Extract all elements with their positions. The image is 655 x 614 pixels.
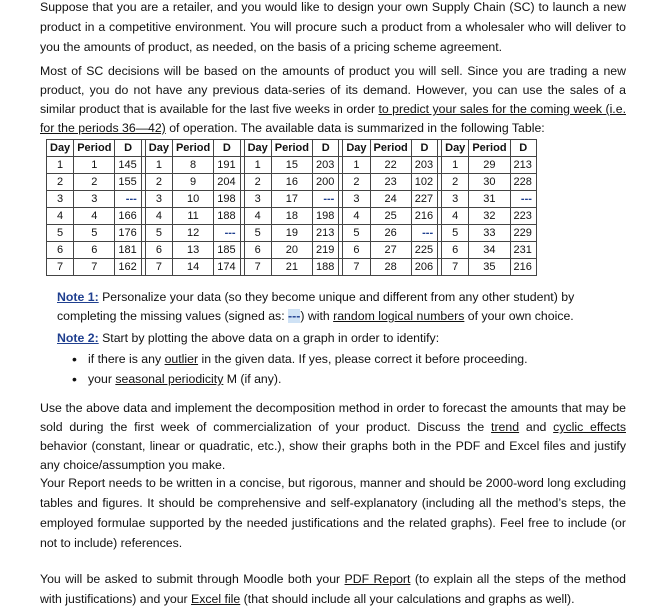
note-2-label: Note 2: [57,331,99,345]
cell-period: 7 [74,259,115,276]
cell-period: 22 [370,157,411,174]
cell-demand: 228 [510,174,536,191]
p5-text-a: You will be asked to submit through Moodle both your [40,572,345,586]
p5-text-c: (that should include all your calculations and graphs as well). [240,592,575,606]
intro-paragraph-2 [40,62,626,138]
cell-demand: --- [214,225,240,242]
note-1-label: Note 1: [57,290,99,304]
cell-day: 2 [244,174,271,191]
cell-day: 1 [47,157,74,174]
cell-period: 1 [74,157,115,174]
cell-demand: 155 [115,174,141,191]
cell-period: 33 [469,225,510,242]
cell-demand: 162 [115,259,141,276]
bullet-2-text-b: M (if any). [223,372,282,386]
prediction-period-link: to predict your sales for the coming week (i.e. for the periods 36—42) [40,102,626,135]
cell-day: 7 [442,259,469,276]
header-demand: D [214,140,240,157]
cell-day: 2 [442,174,469,191]
cell-day: 4 [145,208,172,225]
cell-demand: --- [411,225,437,242]
cell-demand: 216 [510,259,536,276]
cell-demand: 229 [510,225,536,242]
cell-day: 6 [244,242,271,259]
cell-day: 6 [47,242,74,259]
table-header-row [47,140,537,157]
cell-day: 7 [145,259,172,276]
p3-text-c: behavior (constant, linear or quadratic, etc.), show their graphs both in the PDF and Excel files and justify any choice/assumption you make. [40,439,626,472]
cell-period: 13 [172,242,213,259]
table-row [47,174,537,191]
cell-day: 2 [343,174,370,191]
cell-period: 9 [172,174,213,191]
cell-demand: --- [115,191,141,208]
note-2 [57,329,629,348]
cell-period: 21 [271,259,312,276]
header-day: Day [244,140,271,157]
table-row [47,208,537,225]
cell-demand: 145 [115,157,141,174]
cell-demand: 216 [411,208,437,225]
cell-demand: 191 [214,157,240,174]
header-day: Day [47,140,74,157]
cell-demand: 176 [115,225,141,242]
cell-demand: 213 [312,225,338,242]
outlier-link: outlier [164,352,199,366]
cell-day: 6 [442,242,469,259]
cell-period: 24 [370,191,411,208]
intro-text-2b: of operation. The available data is summarized in the following Table: [165,121,545,135]
cell-period: 26 [370,225,411,242]
cell-period: 31 [469,191,510,208]
cell-period: 27 [370,242,411,259]
excel-file-link: Excel file [191,592,241,606]
cell-period: 14 [172,259,213,276]
cell-period: 32 [469,208,510,225]
bullet-1-text-b: in the given data. If yes, please correct it before proceeding. [198,352,528,366]
cell-day: 1 [442,157,469,174]
p5-text-b: (to explain all the steps of the method with justifications) and your [40,572,626,606]
p4-text: Your Report needs to be written in a concise, but rigorous, manner and should be 2000-word long excluding tables and figures. It should be comprehensive and self-explanatory (including all the method’s steps, the employed formulae supported by the needed justifications and the related graphs). Feel free to include (or not to include) references. [40,476,626,550]
cell-demand: 198 [214,191,240,208]
missing-marker: --- [288,309,301,323]
cell-demand: 102 [411,174,437,191]
cell-demand: 188 [312,259,338,276]
intro-text-1: Suppose that you are a retailer, and you would like to design your own Supply Chain (SC) to launch a new product in a competitive environment. You will procure such a product from a wholesaler who will deliver to you the amounts of product, as needed, on the basis of a pricing scheme agreement. [40,0,626,54]
paragraph-decomposition [40,399,626,475]
table-row [47,157,537,174]
cell-demand: 198 [312,208,338,225]
cell-demand: 203 [411,157,437,174]
pdf-report-link: PDF Report [344,572,411,586]
cell-demand: --- [312,191,338,208]
cell-day: 5 [47,225,74,242]
cell-day: 6 [343,242,370,259]
cell-period: 35 [469,259,510,276]
cell-period: 4 [74,208,115,225]
cell-day: 4 [343,208,370,225]
cell-period: 20 [271,242,312,259]
table-row [47,259,537,276]
header-period: Period [469,140,510,157]
cell-day: 7 [47,259,74,276]
cell-day: 3 [244,191,271,208]
cell-period: 34 [469,242,510,259]
cell-day: 5 [244,225,271,242]
cell-period: 15 [271,157,312,174]
cell-demand: 200 [312,174,338,191]
header-demand: D [115,140,141,157]
cell-period: 19 [271,225,312,242]
cell-day: 2 [47,174,74,191]
cell-demand: 174 [214,259,240,276]
cell-period: 2 [74,174,115,191]
table-row [47,225,537,242]
cell-demand: 188 [214,208,240,225]
demand-data-table [46,139,537,276]
paragraph-report-length [40,473,626,553]
cell-day: 7 [343,259,370,276]
cell-demand: 181 [115,242,141,259]
cell-day: 1 [343,157,370,174]
note-2-text: Start by plotting the above data on a graph in order to identify: [98,331,440,345]
trend-link: trend [491,420,520,434]
cell-demand: 213 [510,157,536,174]
cell-period: 3 [74,191,115,208]
cell-day: 3 [145,191,172,208]
bullet-seasonal [88,370,281,389]
random-numbers-link: random logical numbers [333,309,465,323]
cell-day: 3 [343,191,370,208]
cell-period: 25 [370,208,411,225]
cell-demand: 225 [411,242,437,259]
cell-demand: 206 [411,259,437,276]
cell-period: 12 [172,225,213,242]
cell-day: 3 [442,191,469,208]
cell-period: 5 [74,225,115,242]
cell-demand: 204 [214,174,240,191]
cyclic-effects-link: cyclic effects [553,420,626,434]
cell-day: 5 [442,225,469,242]
cell-period: 11 [172,208,213,225]
cell-day: 3 [47,191,74,208]
cell-demand: 227 [411,191,437,208]
cell-demand: --- [510,191,536,208]
cell-demand: 185 [214,242,240,259]
header-period: Period [74,140,115,157]
cell-demand: 231 [510,242,536,259]
cell-demand: 166 [115,208,141,225]
table-row [47,242,537,259]
cell-period: 17 [271,191,312,208]
bullet-1-text-a: if there is any [88,352,165,366]
note-1-text-a: Personalize your data (so they become unique and different from any other student) by completing the missing values (signed as: [57,290,575,323]
cell-period: 23 [370,174,411,191]
note-1-text-b: ) with [300,309,334,323]
cell-day: 5 [343,225,370,242]
p3-text-a: Use the above data and implement the decomposition method in order to forecast the amounts that may be sold during the first week of commercialization of your product. Discuss the [40,401,626,434]
intro-paragraph-1 [40,0,626,57]
note-1-text-c: of your own choice. [464,309,574,323]
cell-day: 2 [145,174,172,191]
header-period: Period [172,140,213,157]
cell-period: 8 [172,157,213,174]
cell-day: 4 [244,208,271,225]
cell-day: 5 [145,225,172,242]
header-period: Period [370,140,411,157]
cell-demand: 219 [312,242,338,259]
cell-day: 4 [442,208,469,225]
header-period: Period [271,140,312,157]
cell-day: 1 [145,157,172,174]
header-day: Day [343,140,370,157]
cell-period: 28 [370,259,411,276]
cell-demand: 223 [510,208,536,225]
note-1 [57,288,629,326]
header-demand: D [411,140,437,157]
cell-period: 18 [271,208,312,225]
cell-demand: 203 [312,157,338,174]
cell-period: 16 [271,174,312,191]
header-demand: D [510,140,536,157]
table-row [47,191,537,208]
cell-day: 6 [145,242,172,259]
seasonal-periodicity-link: seasonal periodicity [115,372,224,386]
bullet-outlier [88,350,528,369]
cell-day: 4 [47,208,74,225]
header-day: Day [442,140,469,157]
header-demand: D [312,140,338,157]
header-day: Day [145,140,172,157]
cell-day: 7 [244,259,271,276]
cell-period: 6 [74,242,115,259]
cell-period: 29 [469,157,510,174]
cell-period: 10 [172,191,213,208]
intro-text-2a: Most of SC decisions will be based on the amounts of product you will sell. Since you are trading a new product, you do not have any previous data-series of its demand. However, you can use the sales of a similar product that is available for the last five weeks in order [40,64,626,116]
paragraph-submission [40,569,626,609]
p3-text-b: and [519,420,554,434]
bullet-2-text-a: your [88,372,116,386]
cell-period: 30 [469,174,510,191]
cell-day: 1 [244,157,271,174]
